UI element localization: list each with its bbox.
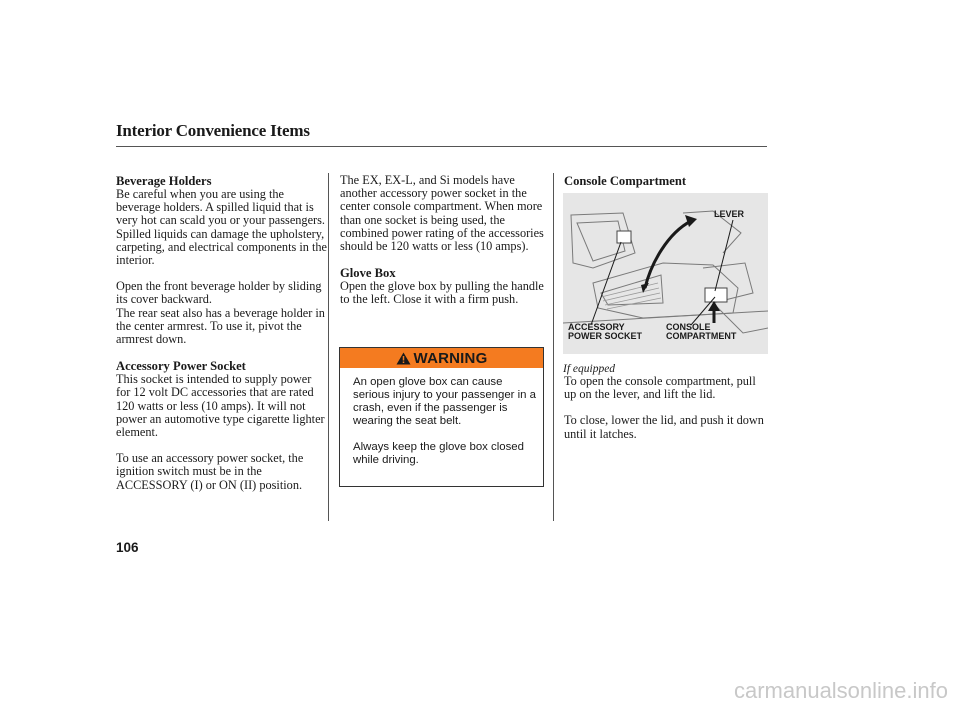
- accessory-socket-label-line1: ACCESSORY: [568, 322, 625, 332]
- beverage-paragraph-2: Open the front beverage holder by sliding its cover backward.: [116, 279, 322, 307]
- warning-banner: [340, 348, 543, 368]
- warning-text: [353, 376, 538, 467]
- page-title: Interior Convenience Items: [116, 121, 310, 140]
- glove-box-heading: Glove Box: [340, 266, 396, 281]
- warning-paragraph-2: Always keep the glove box closed while driving.: [353, 441, 524, 466]
- page-number: 106: [116, 540, 139, 555]
- watermark: carmanualsonline.info: [733, 678, 948, 703]
- left-column: [116, 174, 328, 492]
- warning-paragraph-1: An open glove box can cause serious injury to your passenger in a crash, even if the passenger is wearing the seat belt.: [353, 376, 536, 427]
- console-illustration: [563, 193, 768, 354]
- column-divider-right: [553, 173, 554, 521]
- beverage-paragraph-3: The rear seat also has a beverage holder in the center armrest. To use it, pivot the armrest down.: [116, 305, 325, 347]
- socket-paragraph-2: To use an accessory power socket, the ignition switch must be in the ACCESSORY (I) or ON (II) position.: [116, 451, 304, 492]
- title-divider: [116, 146, 767, 147]
- figure-caption: If equipped: [563, 363, 616, 375]
- console-label-line2: COMPARTMENT: [666, 331, 737, 341]
- beverage-holders-heading: Beverage Holders: [116, 174, 212, 188]
- warning-box: [339, 347, 544, 487]
- warning-label: WARNING: [413, 349, 488, 367]
- socket-paragraph-1: This socket is intended to supply power for 12 volt DC accessories that are rated 120 watts or less (10 amps). It will not power an automotive type cigarette lighter element.: [116, 372, 325, 440]
- middle-column: [340, 174, 548, 307]
- console-text: [564, 375, 764, 441]
- beverage-paragraph-1: Be careful when you are using the beverage holders. A spilled liquid that is very hot can scald you or your passengers. Spilled liquids can damage the upholstery, carpeting, and electrical components in the interior.: [116, 187, 328, 268]
- models-paragraph: The EX, EX-L, and Si models have another accessory power socket in the center console compartment. When more than one socket is being used, the combined power rating of the accessories should be 120 watts or less (10 amps).: [340, 173, 544, 254]
- accessory-socket-label-line2: POWER SOCKET: [568, 331, 643, 341]
- console-label-line1: CONSOLE: [666, 322, 711, 332]
- glove-box-paragraph: Open the glove box by pulling the handle to the left. Close it with a firm push.: [340, 279, 544, 307]
- lever-label: LEVER: [714, 209, 745, 219]
- accessory-socket-heading: Accessory Power Socket: [116, 359, 246, 374]
- console-compartment-heading: Console Compartment: [564, 174, 687, 188]
- console-paragraph-1: To open the console compartment, pull up on the lever, and lift the lid.: [564, 374, 756, 402]
- column-divider-left: [328, 173, 329, 521]
- console-paragraph-2: To close, lower the lid, and push it down until it latches.: [564, 413, 764, 441]
- warning-triangle-icon: [396, 352, 411, 365]
- console-heading-wrap: [564, 174, 764, 188]
